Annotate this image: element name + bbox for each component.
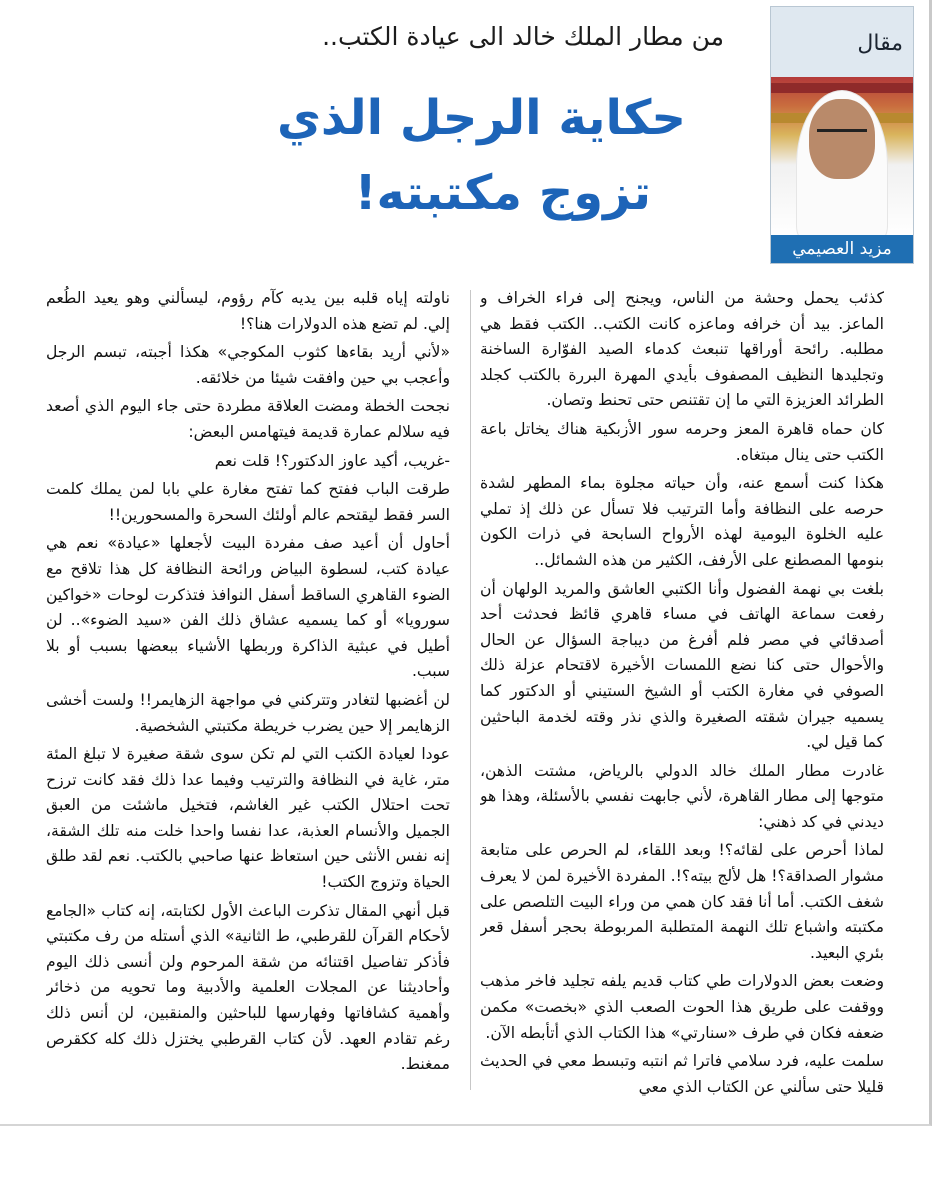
paragraph: لن أغضبها لتغادر وتتركني في مواجهة الزهايمر!! ولست أخشى الزهايمر إلا حين يضرب خريطة مكتبتي الشخصية. bbox=[46, 690, 450, 735]
paragraph: ناولته إياه قلبه بين يديه كآم رؤوم، ليسألني وهو يعيد الطُعم إلي. لم تضع هذه الدولارات هنا؟! bbox=[46, 289, 450, 333]
paragraph: كان حماه قاهرة المعز وحرمه سور الأزبكية هناك يخاتل باعة الكتب حتى ينال مبتغاه. bbox=[480, 419, 884, 464]
text-column-right bbox=[480, 286, 884, 1106]
article-title-line2: تزوج مكتبته! bbox=[354, 165, 651, 221]
paragraph: هكذا كنت أسمع عنه، وأن حياته مجلوة بماء المطهر لشدة حرصه على النظافة وأما الترتيب فلا تسأل عن ذلك إذ تملي عليه الخلوة اليومية لهذه الأرواح السابحة في ذرات الكون بنومها المصطنع على الأرفف، الكثير من هذه الشمائل.. bbox=[480, 474, 884, 569]
text-column-left bbox=[46, 286, 450, 1106]
paragraph: كذئب يحمل وحشة من الناس، ويجنح إلى فراء الخراف و الماعز. بيد أن خرافه وماعزه كانت الكتب.. الكتب فقط هي مطلبه. رائحة أوراقها تنبعث كدماء الصيد الفوّارة الساخنة وتجليدها النظيف المصفوف بأيدي المهرة البررة بالكتب كجلد الطرائد العزيزة التي ما إن تقتنص حتى تحنط وتصان. bbox=[480, 289, 884, 410]
paragraph: -غريب، أكيد عاوز الدكتور؟! قلت نعم bbox=[214, 451, 450, 470]
section-label: مقال bbox=[857, 31, 903, 56]
author-photo bbox=[771, 77, 913, 237]
paragraph: طرقت الباب ففتح كما تفتح مغارة علي بابا لمن يملك كلمت السر فقط ليقتحم عالم أولئك السحرة والمسحورين!! bbox=[46, 480, 450, 524]
article-kicker: من مطار الملك خالد الى عيادة الكتب.. bbox=[322, 22, 724, 51]
paragraph: غادرت مطار الملك خالد الدولي بالرياض، مشتت الذهن، متوجها إلى مطار القاهرة، لأني جابهت نفسي بالأسئلة، وهذا هو ديدني في كد ذهني: bbox=[480, 761, 884, 831]
paragraph: بلغت بي نهمة الفضول وأنا الكتبي العاشق والمريد الولهان أن رفعت سماعة الهاتف في مساء قاهري قائظ فحدثت أحد أصدقائي في مصر فلم أفرغ من ديباجة السؤال عن الحال والأحوال حتى كنا نضع اللمسات الأخيرة لاقتحام عزلة ذلك الصوفي في مغارة الكتب أو الشيخ الستيني أو الدكتور كما يسميه جيران شقته الصغيرة والذي نذر وقته لخدمة الباحثين كما قيل لي. bbox=[480, 579, 884, 752]
paragraph: سلمت عليه، فرد سلامي فاترا ثم انتبه وتبسط معي في الحديث قليلا حتى سألني عن الكتاب الذي معي bbox=[480, 1052, 884, 1096]
glasses bbox=[817, 129, 867, 142]
author-box bbox=[770, 6, 914, 264]
paragraph: قبل أنهي المقال تذكرت الباعث الأول لكتابته، إنه كتاب «الجامع لأحكام القرآن للقرطبي، ط الثانية» الذي أستله من رف مكتبتي فأذكر تفاصيل اقتنائه من شقة المرحوم ولن أنسى ذلك اليوم وأحاديثنا عن المجلات العلمية والأدبية وما تحويه من ذخائر وأهمية كشافاتها وفهارسها للباحثين والمنقبين، لن أنس ذلك رغم تقادم العهد. لأن كتاب القرطبي يختزل ذلك كله ككقرص ممغنط. bbox=[46, 901, 450, 1074]
column-divider bbox=[470, 290, 471, 1090]
paragraph: أحاول أن أعيد صف مفردة البيت لأجعلها «عيادة» نعم هي عيادة كتب، لسطوة البياض ورائحة النظافة كل هذا تلاقح مع الضوء القاهري الساقط أسفل النوافذ فتذكرت لوحات «خواكين سورويا» أو كما يسميه عشاق ذلك الفن «سيد الضوء».. لن أطيل في عبثية الذاكرة وربطها الأشياء ببعضها بسبب أو بلا سبب. bbox=[46, 534, 450, 681]
paragraph: لماذا أحرص على لقائه؟! وبعد اللقاء، لم الحرص على متابعة مشوار الصداقة؟! هل لألج بيته؟!. المفردة الأخيرة لمن لا يعرف شغف الكتب. أما أنا فقد كان همي من وراء البيت التلصص على مكتبته واشباع تلك النهمة المتطلبة المربوطة بحجر أسفل قعر بئري البعيد. bbox=[480, 841, 884, 962]
article-title-line1: حكاية الرجل الذي bbox=[276, 90, 686, 146]
paragraph: «لأني أريد بقاءها كثوب المكوجي» هكذا أجبته، تبسم الرجل وأعجب بي حين وافقت شيئا من خلائقه. bbox=[46, 343, 450, 387]
paragraph: نجحت الخطة ومضت العلاقة مطردة حتى جاء اليوم الذي أصعد فيه سلالم عمارة قديمة فيتهامس البعض: bbox=[46, 397, 450, 441]
paragraph: عودا لعيادة الكتب التي لم تكن سوى شقة صغيرة لا تبلغ المئة متر، غاية في النظافة والترتيب وفيما عدا ذلك فقد كانت ترزح تحت احتلال الكتب غير الغاشم، فتخيل ماشئت من العبق الجميل والأنسام العذبة، عدا نفسا واحدا خلت منه تلك الشقة، إنه نفس الأنثى حين استعاظ عنها صاحبي بالكتب. نعم لقد طلق الحياة وتزوج الكتب! bbox=[46, 745, 450, 892]
author-name: مزيد العصيمي bbox=[771, 235, 913, 263]
paragraph: وضعت بعض الدولارات طي كتاب قديم يلفه تجليد فاخر مذهب ووقفت على طريق هذا الحوت الصعب الذي «بخصت» مكمن ضعفه فكان في طرف «سنارتي» هذا الكتاب الذي أتأبطه الآن. bbox=[480, 972, 884, 1042]
